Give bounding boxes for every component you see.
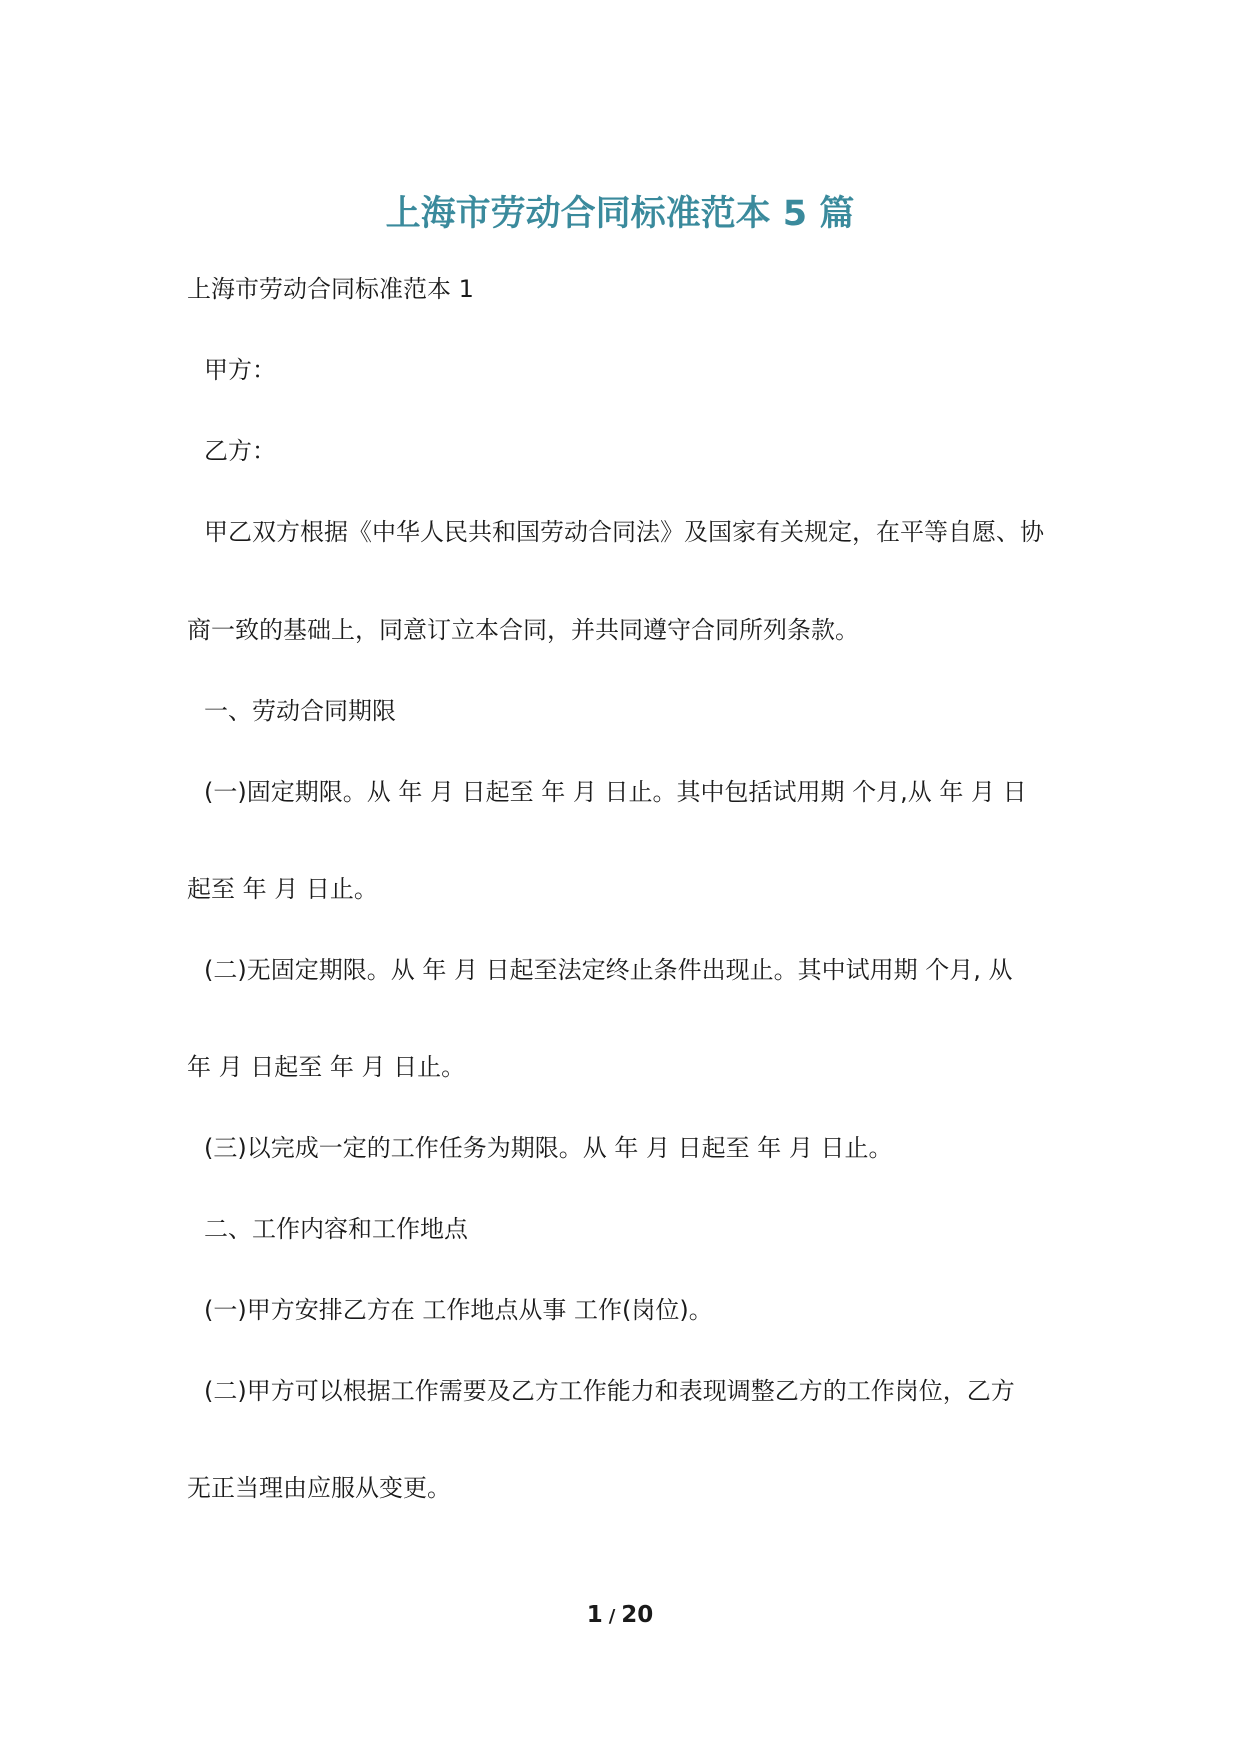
paragraph-line: (一)固定期限。从 年 月 日起至 年 月 日止。其中包括试用期 个月,从 年 月 日 xyxy=(204,778,1027,806)
page-number xyxy=(0,1600,1240,1632)
clause-heading: 二、工作内容和工作地点 xyxy=(204,1215,468,1243)
page-separator: / xyxy=(608,1606,616,1627)
document-title: 上海市劳动合同标准范本 5 篇 xyxy=(385,194,855,234)
paragraph-line: 甲乙双方根据《中华人民共和国劳动合同法》及国家有关规定，在平等自愿、协 xyxy=(204,518,1044,546)
party-a-line: 甲方： xyxy=(204,356,276,384)
page-total: 20 xyxy=(621,1602,654,1628)
paragraph-line: (一)甲方安排乙方在 工作地点从事 工作(岗位)。 xyxy=(204,1296,713,1324)
paragraph-line: (二)无固定期限。从 年 月 日起至法定终止条件出现止。其中试用期 个月, 从 xyxy=(204,956,1013,984)
paragraph-line: 年 月 日起至 年 月 日止。 xyxy=(187,1053,466,1081)
paragraph-line: (三)以完成一定的工作任务为期限。从 年 月 日起至 年 月 日止。 xyxy=(204,1134,893,1162)
paragraph-line: 无正当理由应服从变更。 xyxy=(187,1474,451,1502)
paragraph-line: 起至 年 月 日止。 xyxy=(187,875,378,903)
page-current: 1 xyxy=(586,1602,603,1628)
paragraph-line: 商一致的基础上，同意订立本合同，并共同遵守合同所列条款。 xyxy=(187,616,859,644)
section-heading: 上海市劳动合同标准范本 1 xyxy=(187,275,474,303)
clause-heading: 一、劳动合同期限 xyxy=(204,697,396,725)
party-b-line: 乙方： xyxy=(204,437,276,465)
paragraph-line: (二)甲方可以根据工作需要及乙方工作能力和表现调整乙方的工作岗位，乙方 xyxy=(204,1377,1015,1405)
